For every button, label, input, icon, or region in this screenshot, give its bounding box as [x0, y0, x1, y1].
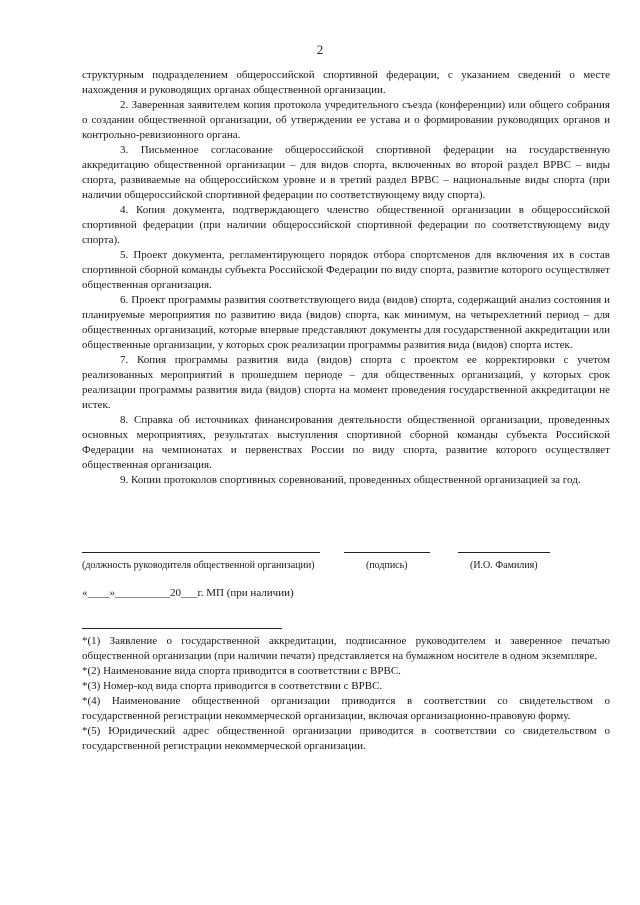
name-label: (И.О. Фамилия) — [470, 560, 538, 571]
paragraph: 2. Заверенная заявителем копия протокола учредительного съезда (конференции) или общего собрания о создании общественной организации, об утверждении ее устава и о формировании руководящих органов и контрольно-ревизионного органа. — [82, 99, 610, 141]
paragraph: 9. Копии протоколов спортивных соревнований, проведенных общественной организацией за год. — [120, 474, 581, 486]
footnote: *(5) Юридический адрес общественной организации приводится в соответствии со свидетельством о государственной регистрации некоммерческой организации. — [82, 725, 610, 752]
date-line: «____»__________20___г. МП (при наличии) — [82, 587, 294, 599]
footnote-divider — [82, 628, 282, 629]
position-label: (должность руководителя общественной организации) — [82, 560, 315, 571]
footnote: *(1) Заявление о государственной аккредитации, подписанное руководителем и заверенное печатью общественной организации (при наличии печати) представляется на бумажном носителе в одном экземпляре. — [82, 635, 610, 662]
paragraph: 4. Копия документа, подтверждающего членство общественной организации в общероссийской спортивной федерации (при наличии общероссийской спортивной федерации по соответствующему виду спорта). — [82, 204, 610, 246]
signature-line — [344, 552, 430, 553]
signature-label: (подпись) — [366, 560, 408, 571]
footnotes — [82, 634, 610, 754]
paragraph: 6. Проект программы развития соответствующего вида (видов) спорта, содержащий анализ состояния и планируемые мероприятия по развитию вида (видов) спорта, как минимум, на четырехлетний период – для общественных организаций, которые впервые представляют документы для государственной аккредитации или общественные организации, у которых срок реализации программы развития вида (видов) спорта истек. — [82, 294, 610, 351]
paragraph: 7. Копия программы развития вида (видов) спорта с проектом ее корректировки с учетом реализованных мероприятий в прошедшем периоде – для общественных организаций, у которых срок реализации программы развития вида (видов) спорта на момент проведения государственной аккредитации не истек. — [82, 354, 610, 411]
paragraph: 8. Справка об источниках финансирования деятельности общественной организации, проведенных основных мероприятиях, результатах выступления спортивной сборной команды субъекта Российской Федерации на чемпионатах и первенствах России по виду спорта, развитие которого осуществляет общественная организация. — [82, 414, 610, 471]
footnote: *(4) Наименование общественной организации приводится в соответствии со свидетельством о государственной регистрации некоммерческой организации, включая организационно-правовую форму. — [82, 695, 610, 722]
document-body — [82, 68, 610, 488]
paragraph: структурным подразделением общероссийской спортивной федерации, с указанием сведений о месте нахождения и руководящих органах общественной организации. — [82, 69, 610, 96]
footnote: *(2) Наименование вида спорта приводится в соответствии с ВРВС. — [82, 665, 401, 677]
name-line — [458, 552, 550, 553]
page-number: 2 — [316, 42, 324, 57]
paragraph: 5. Проект документа, регламентирующего порядок отбора спортсменов для включения их в состав спортивной сборной команды субъекта Российской Федерации по виду спорта, развитие которого осуществляет общественная организация. — [82, 249, 610, 291]
paragraph: 3. Письменное согласование общероссийской спортивной федерации на государственную аккредитацию общественной организации – для видов спорта, включенных во второй раздел ВРВС – виды спорта, развиваемые на общероссийском уровне и в третий раздел ВРВС – национальные виды спорта (при наличии общероссийской спортивной федерации по соответствующему виду спорта). — [82, 144, 610, 201]
position-line — [82, 552, 320, 553]
footnote: *(3) Номер-код вида спорта приводится в соответствии с ВРВС. — [82, 680, 383, 692]
